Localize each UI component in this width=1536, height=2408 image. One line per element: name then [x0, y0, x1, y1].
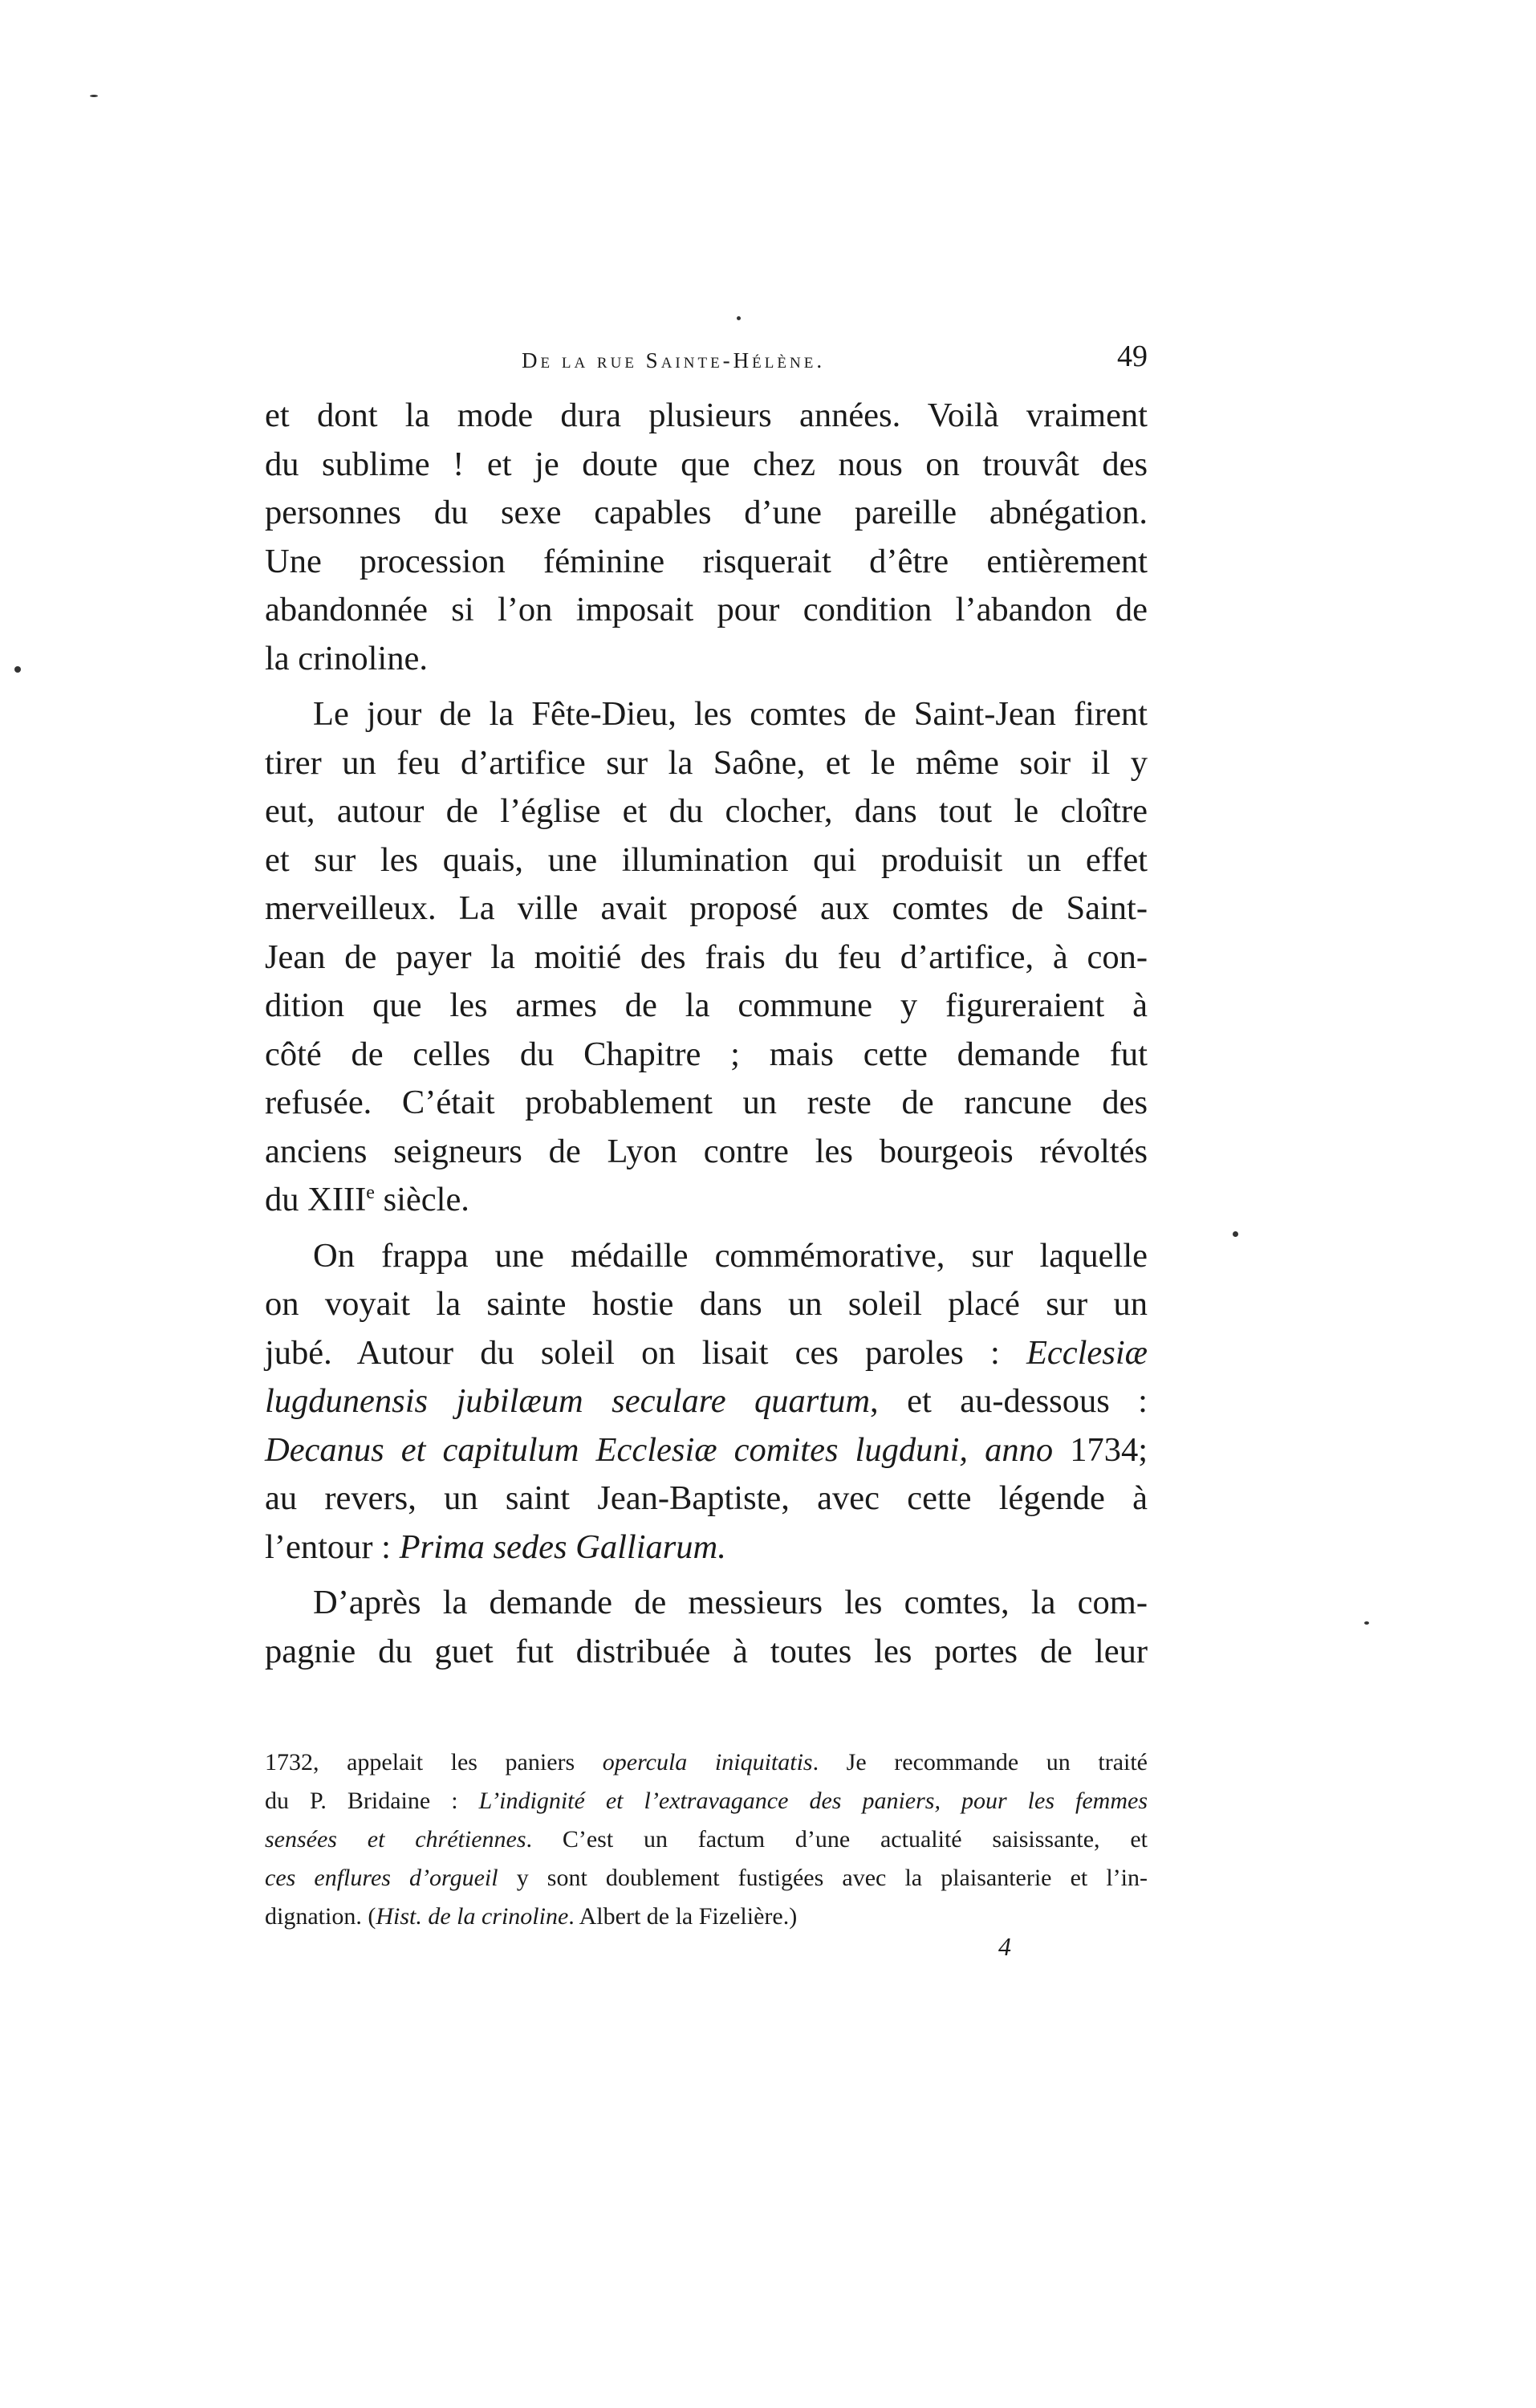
text-line: eut, autour de l’église et du clocher, dans tout le cloître — [265, 792, 1148, 830]
text-line: On frappa une médaille commémorative, sur laquelle — [313, 1236, 1148, 1275]
page-number: 49 — [1117, 340, 1148, 373]
ink-speck — [90, 95, 98, 97]
ink-speck — [737, 316, 741, 320]
italic-segment: lugdunensis jubilæum seculare quartum — [265, 1382, 871, 1420]
text-segment: . Je recommande un traité — [812, 1749, 1148, 1775]
italic-segment: opercula iniquitatis — [602, 1749, 813, 1775]
text-line: Jean de payer la moitié des frais du feu d’artifice, à con- — [265, 938, 1148, 976]
italic-segment: L’indignité et l’extravagance des paniers, pour les femmes — [478, 1788, 1148, 1814]
text-line — [265, 1377, 1148, 1426]
text-segment: jubé. Autour du soleil on lisait ces paroles : — [265, 1333, 1026, 1372]
text-line: Une procession féminine risquerait d’être entièrement — [265, 542, 1148, 580]
text-segment: y sont doublement fustigées avec la plaisanterie et l’in- — [498, 1865, 1148, 1891]
text-line: dition que les armes de la commune y figureraient à — [265, 986, 1148, 1024]
text-line: pagnie du guet fut distribuée à toutes les portes de leur — [265, 1632, 1148, 1670]
text-line: et dont la mode dura plusieurs années. Voilà vraiment — [265, 397, 1148, 434]
text-line: merveilleux. La ville avait proposé aux comtes de Saint- — [265, 889, 1148, 927]
text-segment: dignation. ( — [265, 1903, 376, 1930]
text-line: Le jour de la Fête-Dieu, les comtes de Saint-Jean firent — [313, 695, 1148, 733]
text-line — [265, 1176, 1148, 1225]
text-segment: . C’est un factum d’une actualité saisissante, et — [526, 1826, 1148, 1853]
text-segment: l’entour : — [265, 1527, 400, 1566]
superscript: e — [366, 1182, 375, 1203]
text-line: et sur les quais, une illumination qui produisit un effet — [265, 840, 1148, 879]
italic-segment: Ecclesiæ — [1026, 1333, 1148, 1372]
italic-segment: Decanus et capitulum Ecclesiæ comites lugduni, anno — [265, 1430, 1054, 1469]
text-line — [265, 1523, 1148, 1572]
text-line: côté de celles du Chapitre ; mais cette demande fut — [265, 1035, 1148, 1073]
text-line: personnes du sexe capables d’une pareille abnégation. — [265, 494, 1148, 531]
signature-mark: 4 — [998, 1932, 1011, 1961]
text-segment: siècle. — [374, 1181, 469, 1218]
text-segment: du P. Bridaine : — [265, 1788, 479, 1814]
text-line: au revers, un saint Jean-Baptiste, avec cette légende à — [265, 1479, 1148, 1517]
ink-speck — [1364, 1621, 1369, 1625]
footnote-line — [265, 1782, 1148, 1820]
page-header — [265, 339, 1148, 387]
italic-segment: Prima sedes Galliarum. — [399, 1527, 726, 1566]
text-line: du sublime ! et je doute que chez nous on trouvât des — [265, 445, 1148, 483]
running-head: De la rue Sainte-Hélène. — [522, 348, 826, 372]
main-text — [265, 392, 1148, 1676]
italic-segment: Hist. de la crinoline — [376, 1903, 569, 1930]
footnote-line — [265, 1743, 1148, 1782]
text-line: la crinoline. — [265, 639, 428, 677]
ink-speck — [1233, 1231, 1238, 1237]
footnote — [265, 1743, 1148, 1936]
text-line: D’après la demande de messieurs les comtes, la com- — [313, 1584, 1148, 1621]
text-line: anciens seigneurs de Lyon contre les bourgeois révoltés — [265, 1132, 1148, 1170]
text-segment: . Albert de la Fizelière.) — [568, 1903, 798, 1930]
italic-segment: ces enflures d’orgueil — [265, 1865, 498, 1891]
italic-segment: sensées et chrétiennes — [265, 1826, 526, 1853]
footnote-line — [265, 1898, 1148, 1936]
text-line: abandonnée si l’on imposait pour condition l’abandon de — [265, 591, 1148, 628]
text-line — [265, 1329, 1148, 1378]
footnote-line — [265, 1820, 1148, 1859]
footnote-line — [265, 1859, 1148, 1898]
text-line — [265, 1426, 1148, 1475]
text-segment: du XIII — [265, 1181, 367, 1218]
text-line: on voyait la sainte hostie dans un soleil placé sur un — [265, 1285, 1148, 1323]
ink-speck — [14, 666, 21, 673]
text-segment: , et au-dessous : — [870, 1382, 1148, 1420]
text-line: tirer un feu d’artifice sur la Saône, et le même soir il y — [265, 743, 1148, 782]
text-segment: 1734; — [1053, 1430, 1148, 1469]
text-segment: 1732, appelait les paniers — [265, 1749, 603, 1775]
text-line: refusée. C’était probablement un reste de rancune des — [265, 1084, 1148, 1121]
